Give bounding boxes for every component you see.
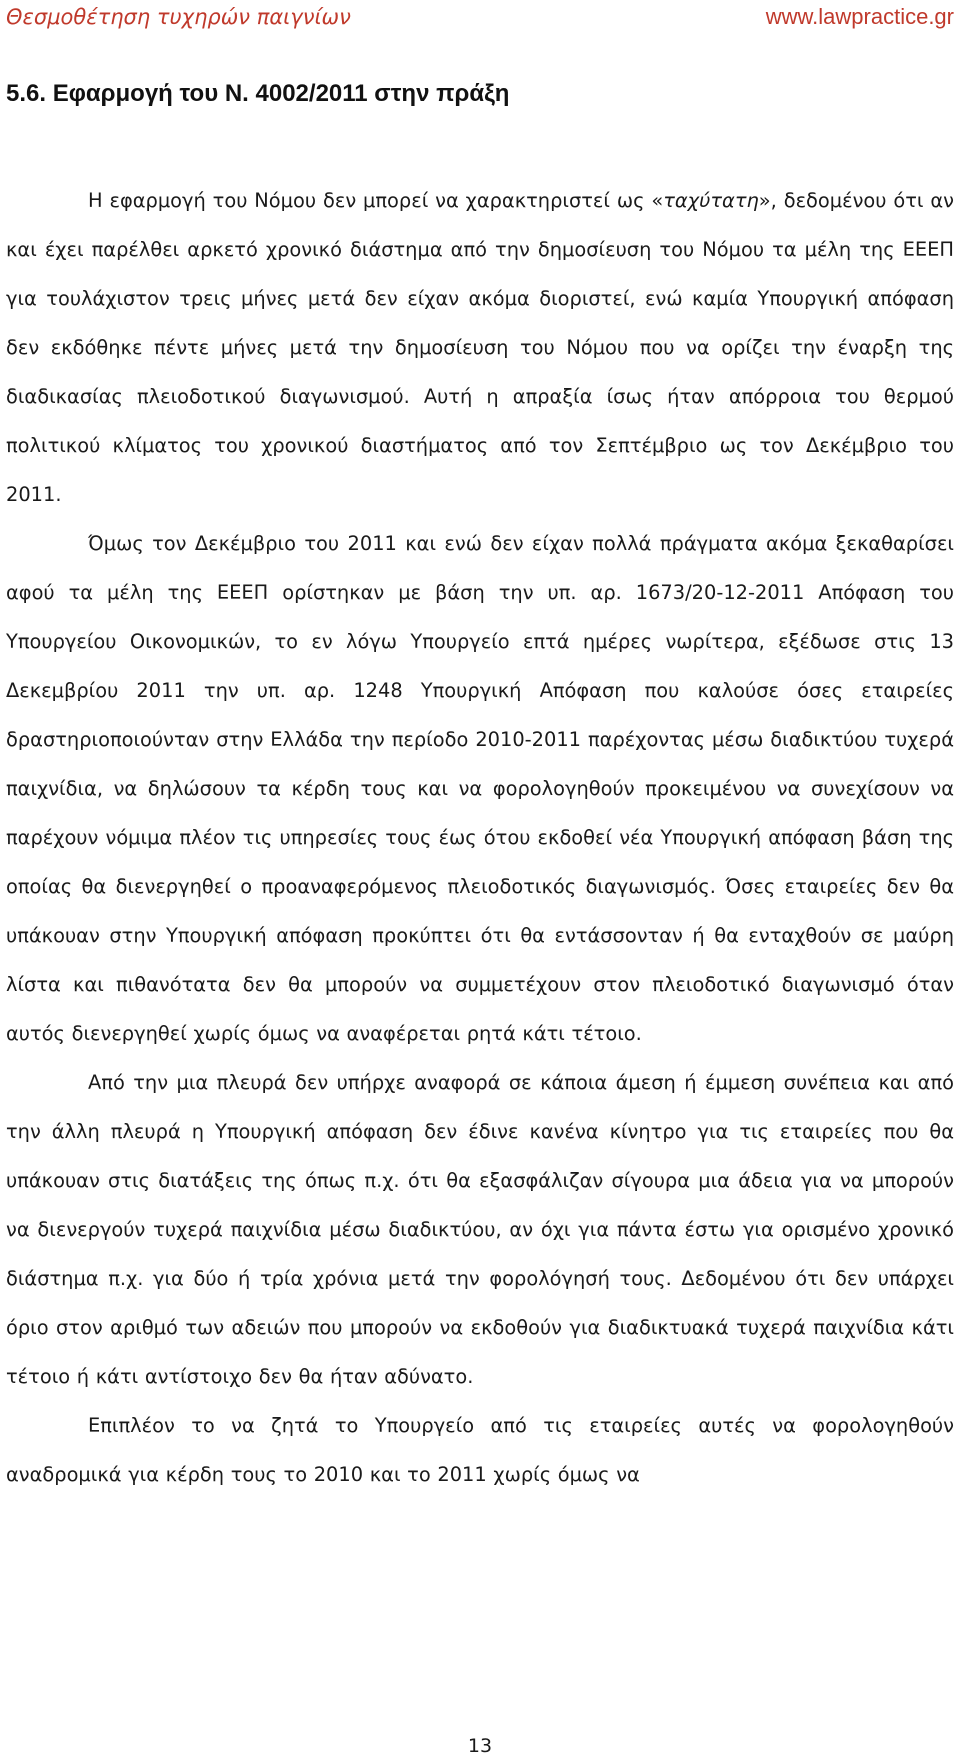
paragraph-1-text-end: », δεδομένου ότι αν και έχει παρέλθει αρκετό χρονικό διάστημα από την δημοσίευση του Νόμου τα μέλη της ΕΕΕΠ για τουλάχιστον τρεις μήνες μετά δεν είχαν ακόμα διοριστεί, ενώ καμία Υπουργική απόφαση δεν εκδόθηκε πέντε μήνες μετά την δημοσίευση του Νόμου που να ορίζει την έναρξη της διαδικασίας πλειοδοτικού διαγωνισμού. Αυτή η απραξία ίσως ήταν απόρροια του θερμού πολιτικού κλίματος του χρονικού διαστήματος από τον Σεπτέμβριο ως τον Δεκέμβριο του 2011. (6, 189, 954, 506)
paragraph-1 (6, 176, 954, 519)
paragraph-4: Επιπλέον το να ζητά το Υπουργείο από τις εταιρείες αυτές να φορολογηθούν αναδρομικά για κέρδη τους το 2010 και το 2011 χωρίς όμως να (6, 1414, 954, 1486)
body-text (6, 176, 954, 1499)
paragraph-1-emphasis: ταχύτατη (663, 189, 759, 212)
paragraph-1-text-start: Η εφαρμογή του Νόμου δεν μπορεί να χαρακτηριστεί ως « (88, 189, 664, 212)
paragraph-2: Όμως τον Δεκέμβριο του 2011 και ενώ δεν είχαν πολλά πράγματα ακόμα ξεκαθαρίσει αφού τα μέλη της ΕΕΕΠ ορίστηκαν με βάση την υπ. αρ. 1673/20-12-2011 Απόφαση του Υπουργείου Οικονομικών, το εν λόγω Υπουργείο επτά ημέρες νωρίτερα, εξέδωσε στις 13 Δεκεμβρίου 2011 την υπ. αρ. 1248 Υπουργική Απόφαση που καλούσε όσες εταιρείες δραστηριοποιούνταν στην Ελλάδα την περίοδο 2010-2011 παρέχοντας μέσω διαδικτύου τυχερά παιχνίδια, να δηλώσουν τα κέρδη τους και να φορολογηθούν προκειμένου να συνεχίσουν να παρέχουν νόμιμα πλέον τις υπηρεσίες τους έως ότου εκδοθεί νέα Υπουργική απόφαση βάση της οποίας θα διενεργηθεί ο προαναφερόμενος πλειοδοτικός διαγωνισμός. Όσες εταιρείες δεν θα υπάκουαν στην Υπουργική απόφαση προκύπτει ότι θα εντάσσονταν ή θα ενταχθούν σε μαύρη λίστα και πιθανότατα δεν θα μπορούν να συμμετέχουν στον πλειοδοτικό διαγωνισμό όταν αυτός διενεργηθεί χωρίς όμως να αναφέρεται ρητά κάτι τέτοιο. (6, 532, 954, 1045)
page-number: 13 (467, 1735, 493, 1757)
running-header (6, 2, 954, 32)
running-header-site-link[interactable]: www.lawpractice.gr (765, 4, 954, 29)
paragraph-3: Από την μια πλευρά δεν υπήρχε αναφορά σε κάποια άμεση ή έμμεση συνέπεια και από την άλλη πλευρά η Υπουργική απόφαση δεν έδινε κανένα κίνητρο για τις εταιρείες που θα υπάκουαν στις διατάξεις της όπως π.χ. ότι θα εξασφάλιζαν σίγουρα μια άδεια για να μπορούν να διενεργούν τυχερά παιχνίδια μέσω διαδικτύου, αν όχι για πάντα έστω για ορισμένο χρονικό διάστημα π.χ. για δύο ή τρία χρόνια μετά την φορολόγησή τους. Δεδομένου ότι δεν υπάρχει όριο στον αριθμό των αδειών που μπορούν να εκδοθούν για διαδικτυακά τυχερά παιχνίδια κάτι τέτοιο ή κάτι αντίστοιχο δεν θα ήταν αδύνατο. (6, 1071, 954, 1388)
section-heading: 5.6. Εφαρμογή του Ν. 4002/2011 στην πράξη (6, 80, 510, 107)
running-header-title: Θεσμοθέτηση τυχηρών παιγνίων (6, 5, 351, 29)
